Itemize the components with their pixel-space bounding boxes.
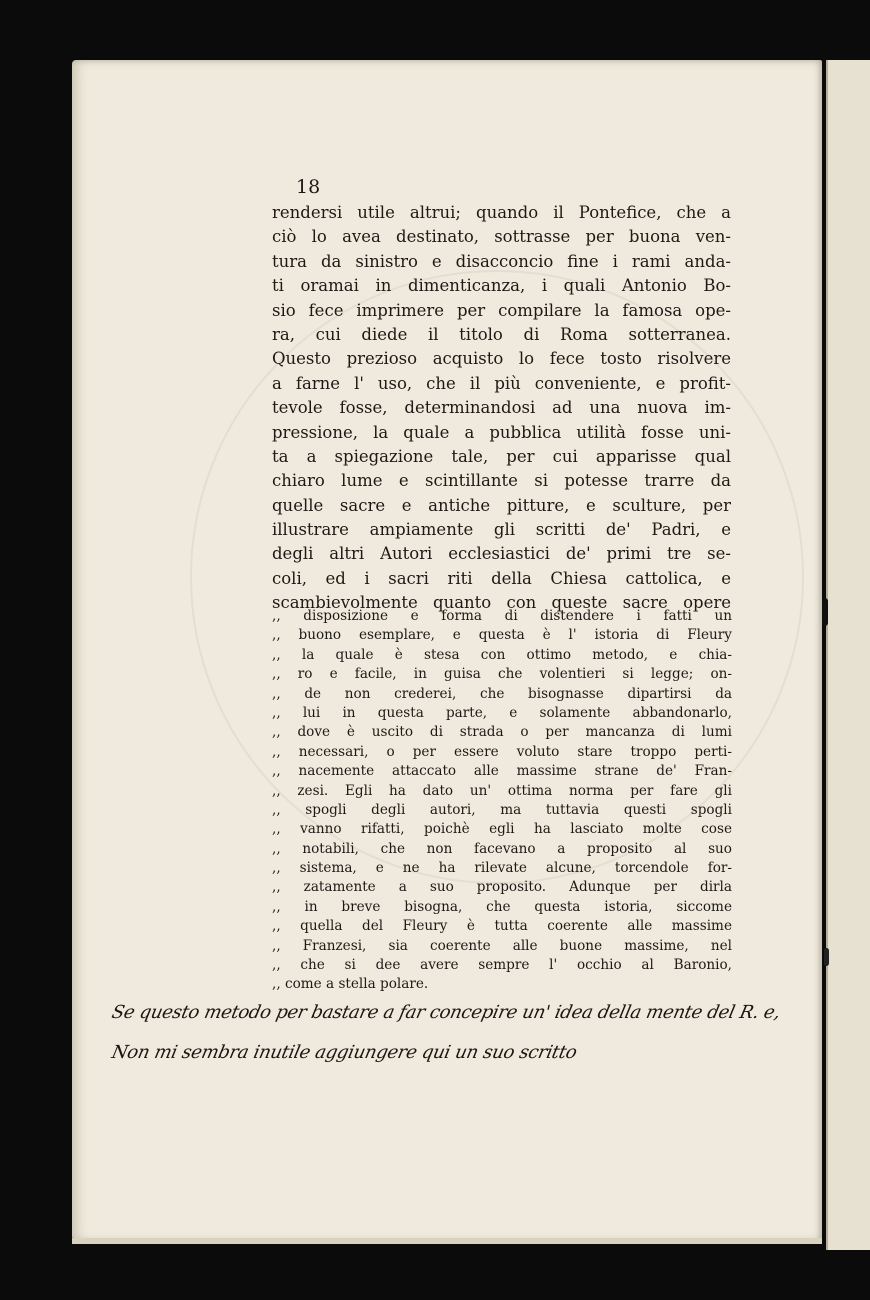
quote-line: ,, notabili, che non facevano a proposito al suo [272, 840, 732, 857]
text-line: a farne l' uso, che il più conveniente, e profit- [272, 373, 731, 393]
quote-line: ,, sistema, e ne ha rilevate alcune, torcendole for- [272, 860, 732, 877]
quote-line: ,, spogli degli autori, ma tuttavia questi spogli [272, 801, 732, 818]
text-line: chiaro lume e scintillante si potesse trarre da [272, 471, 731, 491]
page-edge [72, 1238, 822, 1244]
quote-line: ,, dove è uscito di strada o per mancanza di lumi [272, 724, 732, 741]
quote-line: ,, ro e facile, in guisa che volentieri si legge; on- [272, 666, 732, 683]
text-line: illustrare ampiamente gli scritti de' Padri, e [272, 520, 731, 540]
text-line: scambievolmente quanto con queste sacre opere [272, 593, 731, 613]
handwritten-note-line: Se questo metodo per bastare a far concepire un' idea della mente del R. e, [109, 1002, 783, 1023]
text-line: rendersi utile altrui; quando il Pontefice, che a [272, 203, 731, 222]
quote-line: ,, come a stella polare. [272, 976, 429, 993]
facing-page-mark [824, 948, 829, 966]
quote-line: ,, Franzesi, sia coerente alle buone massime, nel [272, 937, 732, 954]
text-line: tevole fosse, determinandosi ad una nuova im- [272, 398, 731, 418]
quote-line: ,, nacemente attaccato alle massime strane de' Fran- [272, 763, 732, 780]
quote-line: ,, disposizione e forma di distendere i fatti un [272, 608, 732, 624]
text-line: pressione, la quale a pubblica utilità fosse uni- [272, 422, 731, 442]
quoted-passage [272, 607, 732, 995]
text-line: ta a spiegazione tale, per cui apparisse qual [272, 446, 731, 466]
quote-line: ,, zatamente a suo proposito. Adunque per dirla [272, 879, 732, 896]
text-line: sio fece imprimere per compilare la famosa ope- [272, 300, 731, 320]
quote-line: ,, de non crederei, che bisognasse dipartirsi da [272, 685, 732, 702]
text-line: tura da sinistro e disacconcio fine i rami anda- [272, 251, 731, 271]
text-line: degli altri Autori ecclesiastici de' primi tre se- [272, 544, 731, 564]
facing-page-mark [822, 598, 828, 626]
page-number: 18 [296, 176, 321, 198]
text-line: quelle sacre e antiche pitture, e sculture, per [272, 495, 731, 515]
quote-line: ,, buono esemplare, e questa è l' istoria di Fleury [272, 627, 732, 644]
text-line: ti oramai in dimenticanza, i quali Antonio Bo- [272, 276, 731, 296]
quote-line: ,, la quale è stesa con ottimo metodo, e chia- [272, 646, 732, 663]
text-line: ra, cui diede il titolo di Roma sotterranea. [272, 324, 731, 344]
text-line: Questo prezioso acquisto lo fece tosto risolvere [272, 349, 731, 369]
quote-line: ,, zesi. Egli ha dato un' ottima norma per fare gli [272, 782, 732, 799]
facing-page-edge [826, 60, 870, 1250]
quote-line: ,, lui in questa parte, e solamente abbandonarlo, [272, 704, 732, 721]
main-paragraph [272, 201, 731, 616]
text-line: coli, ed i sacri riti della Chiesa cattolica, e [272, 568, 731, 588]
quote-line: ,, necessari, o per essere voluto stare troppo perti- [272, 743, 732, 760]
handwritten-note-line: Non mi sembra inutile aggiungere qui un suo scritto [109, 1042, 579, 1063]
text-line: ciò lo avea destinato, sottrasse per buona ven- [272, 227, 731, 247]
quote-line: ,, che si dee avere sempre l' occhio al Baronio, [272, 957, 732, 974]
quote-line: ,, vanno rifatti, poichè egli ha lasciato molte cose [272, 821, 732, 838]
quote-line: ,, in breve bisogna, che questa istoria, siccome [272, 898, 732, 915]
quote-line: ,, quella del Fleury è tutta coerente alle massime [272, 918, 732, 935]
